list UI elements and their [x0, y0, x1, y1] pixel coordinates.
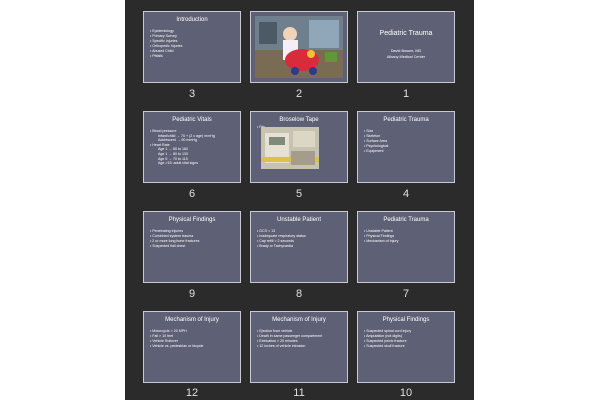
bullet-item: • Abused Child	[150, 49, 240, 54]
bullet-item: • Inadequate respiratory status	[257, 234, 347, 239]
bullet-item: • Vehicle Rollover	[150, 339, 240, 344]
bullet-item: • Primary Survey	[150, 34, 240, 39]
slide-number: 4	[402, 188, 410, 200]
slide-thumbnail-6[interactable]	[143, 111, 241, 183]
bullet-item: • Blood pressure	[150, 129, 240, 134]
slide-author	[358, 49, 454, 60]
bullet-item: • Death in same passenger compartment	[257, 334, 347, 339]
broselow-tape-photo	[261, 127, 319, 169]
bullet-list	[257, 329, 347, 349]
slide-thumbnail-11[interactable]	[250, 311, 348, 383]
slide-thumbnail-8[interactable]	[250, 211, 348, 283]
bullet-item: • Ejection from vehicle	[257, 329, 347, 334]
slide-number: 6	[188, 188, 196, 200]
slide-title: Physical Findings	[168, 217, 216, 223]
slide-thumbnail-3[interactable]	[143, 11, 241, 83]
slide-title: Mechanism of Injury	[272, 317, 326, 323]
slide-title: Physical Findings	[382, 317, 430, 323]
slide-sorter-panel	[125, 0, 474, 400]
slide-number: 1	[402, 88, 410, 100]
bullet-item: • Skeleton	[364, 134, 454, 139]
bullet-item: • Fall > 10 feet	[150, 334, 240, 339]
slide-number: 2	[295, 88, 303, 100]
bullet-item: • Motorcycle > 20 MPH	[150, 329, 240, 334]
bullet-item: Age 5 → 70 to 115	[158, 156, 188, 161]
bullet-item: • Suspected skull fracture	[364, 344, 454, 349]
slide-title: Unstable Patient	[276, 217, 322, 223]
child-toy-photo	[255, 16, 343, 78]
bullet-item: • 2 or more long bone fractures	[150, 239, 240, 244]
bullet-item: • Physical Findings	[364, 234, 454, 239]
bullet-item: • Epidemiology	[150, 29, 240, 34]
bullet-item: • Mechanism of Injury	[364, 239, 454, 244]
bullet-item: • Unstable Patient	[364, 229, 454, 234]
slide-title: Pediatric Vitals	[172, 117, 212, 123]
slide-thumbnail-2[interactable]	[250, 11, 348, 83]
slide-number: 12	[185, 387, 199, 399]
bullet-item: Adolescent → 90 mmHg	[158, 138, 197, 143]
bullet-list	[364, 229, 454, 244]
bullet-item: Age 1 → 80 to 160	[158, 147, 188, 152]
bullet-item: • Combined system trauma	[150, 234, 240, 239]
bullet-item: • Specific Injuries	[150, 39, 240, 44]
bullet-item: • Amputation (not digits)	[364, 334, 454, 339]
slide-number: 10	[399, 387, 413, 399]
bullet-list	[364, 329, 454, 349]
slide-thumbnail-7[interactable]	[357, 211, 455, 283]
slide-title: Mechanism of Injury	[165, 317, 219, 323]
bullet-item: • Orthopedic Injuries	[150, 44, 240, 49]
bullet-item: • Cap refill > 2 seconds	[257, 239, 347, 244]
bullet-item: • Equipment	[364, 149, 454, 154]
author-affiliation: Albany Medical Center	[386, 54, 426, 59]
slide-title: Introduction	[176, 17, 208, 23]
slide-title: Pediatric Trauma	[379, 30, 433, 37]
bullet-item: • Vehicle vs. pedestrian or bicycle	[150, 344, 240, 349]
bullet-item: • 12 inches of vehicle intrusion	[257, 344, 347, 349]
slide-title: Pediatric Trauma	[383, 217, 429, 223]
slide-title: Pediatric Trauma	[383, 117, 429, 123]
bullet-item: • Suspected spinal cord injury	[364, 329, 454, 334]
bullet-list	[150, 229, 240, 249]
bullet-item: Infant/child → 70 + (2 x age) mmHg	[158, 133, 215, 138]
slide-number: 9	[188, 288, 196, 300]
bullet-item: Age >15: adult vital signs	[158, 161, 199, 166]
bullet-item: • GCS < 13	[257, 229, 347, 234]
bullet-list	[150, 329, 240, 349]
slide-thumbnail-4[interactable]	[357, 111, 455, 183]
slide-thumbnail-12[interactable]	[143, 311, 241, 383]
bullet-item: • Brady or Tachycardia	[257, 244, 347, 249]
slide-thumbnail-5[interactable]	[250, 111, 348, 183]
slide-title: Broselow Tape	[279, 117, 319, 123]
bullet-item: • Heart Rate	[150, 143, 240, 148]
bullet-item: • Size	[364, 129, 454, 134]
bullet-list	[257, 229, 347, 249]
slide-thumbnail-1[interactable]	[357, 11, 455, 83]
bullet-list	[364, 129, 454, 154]
bullet-item: • Psychological	[364, 144, 454, 149]
slide-thumbnail-9[interactable]	[143, 211, 241, 283]
bullet-item: • Suspected pelvic fracture	[364, 339, 454, 344]
bullet-list	[150, 29, 240, 59]
bullet-list	[150, 129, 240, 166]
slide-number: 5	[295, 188, 303, 200]
author-name: David Bosum, MD	[390, 49, 422, 53]
bullet-item: Age 1 → 80 to 130	[158, 151, 188, 156]
bullet-item: • Suspected flail chest	[150, 244, 240, 249]
slide-thumbnail-10[interactable]	[357, 311, 455, 383]
bullet-item: • Penetrating injuries	[150, 229, 240, 234]
slide-number: 7	[402, 288, 410, 300]
bullet-item: • Surface Area	[364, 139, 454, 144]
slide-number: 8	[295, 288, 303, 300]
slide-number: 3	[188, 88, 196, 100]
slide-number: 11	[293, 387, 305, 399]
bullet-item: • Pitfalls	[150, 54, 240, 59]
bullet-item: • Extrication > 20 minutes	[257, 339, 347, 344]
